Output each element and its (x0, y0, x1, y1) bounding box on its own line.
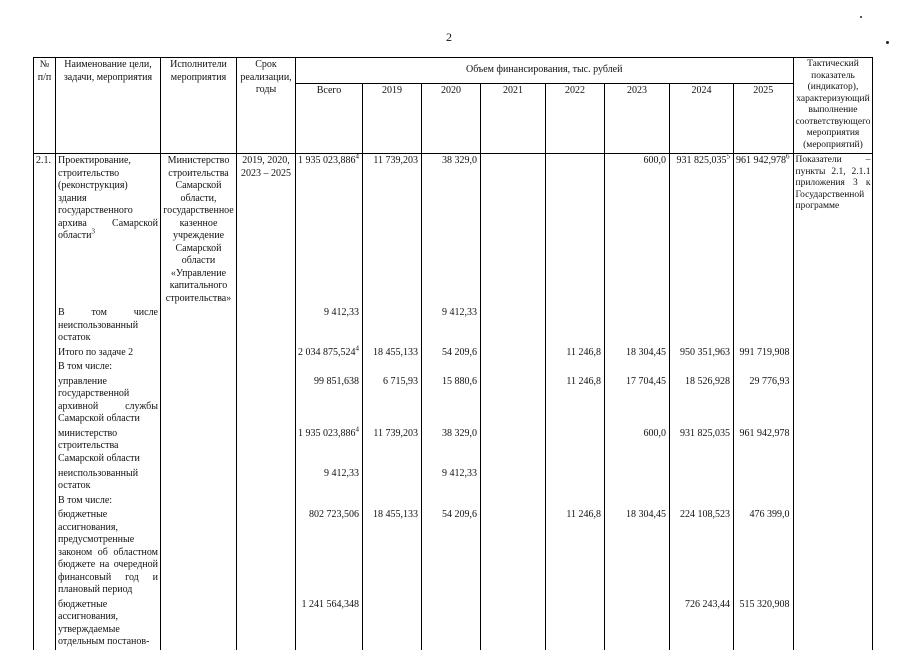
cell-2024: 224 108,523 (670, 508, 734, 598)
table-row (34, 598, 873, 650)
header-2024: 2024 (670, 84, 734, 154)
cell-name: управление государственной архивной службы Самарской области (56, 375, 161, 427)
cell-2021 (481, 154, 546, 307)
table-row (34, 154, 873, 307)
cell-2023: 600,0 (605, 427, 670, 467)
cell-2025: 961 942,978 (734, 427, 794, 467)
cell-2024: 931 825,035 (670, 427, 734, 467)
cell-2020: 9 412,33 (422, 306, 481, 346)
cell-total: 2 034 875,524$^4$ (296, 346, 363, 361)
cell-total: 1 935 023,886$^4$ (296, 154, 363, 307)
header-2021: 2021 (481, 84, 546, 154)
cell-name: В том числе неиспользованный остаток (56, 306, 161, 346)
cell-2024: 950 351,963 (670, 346, 734, 361)
cell-2022: 11 246,8 (546, 508, 605, 598)
table-row (34, 360, 873, 375)
header-name: Наименование цели, задачи, мероприятия (56, 58, 161, 154)
cell-total: 9 412,33 (296, 306, 363, 346)
cell-name: неиспользованный остаток (56, 467, 161, 494)
header-executors: Исполнители мероприятия (161, 58, 237, 154)
cell-2024: 18 526,928 (670, 375, 734, 427)
header-num: № п/п (34, 58, 56, 154)
cell-2020: 15 880,6 (422, 375, 481, 427)
cell-total: 9 412,33 (296, 467, 363, 494)
header-2019: 2019 (363, 84, 422, 154)
header-2022: 2022 (546, 84, 605, 154)
cell-2020: 54 209,6 (422, 508, 481, 598)
cell-total: 1 241 564,348 (296, 598, 363, 650)
cell-2023: 18 304,45 (605, 508, 670, 598)
cell-2024: 726 243,44 (670, 598, 734, 650)
cell-num: 2.1. (34, 154, 56, 307)
header-financing: Объем финансирования, тыс. рублей (296, 58, 794, 84)
table-row (34, 508, 873, 598)
cell-total: 802 723,506 (296, 508, 363, 598)
cell-indicator: Показатели – пункты 2.1, 2.1.1 приложения 3 к Государственной программе (793, 154, 873, 307)
cell-2025: 515 320,908 (734, 598, 794, 650)
page-number: 2 (446, 30, 452, 44)
header-total: Всего (296, 84, 363, 154)
cell-2019: 18 455,133 (363, 508, 422, 598)
cell-name: бюджетные ассигнования, утверждаемые отдельным постанов- (56, 598, 161, 650)
cell-period: 2019, 2020, 2023 – 2025 (237, 154, 296, 307)
cell-name: Итого по задаче 2 (56, 346, 161, 361)
cell-2019: 18 455,133 (363, 346, 422, 361)
cell-2022: 11 246,8 (546, 375, 605, 427)
cell-2020: 54 209,6 (422, 346, 481, 361)
table-row (34, 346, 873, 361)
cell-name: В том числе: (56, 494, 161, 509)
cell-2025: 476 399,0 (734, 508, 794, 598)
cell-2020: 38 329,0 (422, 154, 481, 307)
table-row (34, 306, 873, 346)
table-row (34, 467, 873, 494)
cell-2023: 600,0 (605, 154, 670, 307)
cell-2023: 17 704,45 (605, 375, 670, 427)
financing-table-wrap (33, 57, 873, 650)
cell-2020: 38 329,0 (422, 427, 481, 467)
cell-2019: 11 739,203 (363, 427, 422, 467)
cell-name: бюджетные ассигнования, предусмотренные законом об областном бюджете на очередной финансовый год и плановый период (56, 508, 161, 598)
cell-2025: 29 776,93 (734, 375, 794, 427)
cell-total: 99 851,638 (296, 375, 363, 427)
cell-name: министерство строительства Самарской области (56, 427, 161, 467)
financing-table (33, 57, 873, 650)
cell-2019: 11 739,203 (363, 154, 422, 307)
cell-2025: 961 942,978$^6$ (734, 154, 794, 307)
cell-executors: Министерство строительства Самарской области, государственное казенное учреждение Самарской области «Управление капитального строительства» (161, 154, 237, 307)
cell-total: 1 935 023,886$^4$ (296, 427, 363, 467)
header-2025: 2025 (734, 84, 794, 154)
header-indicator: Тактический показатель (индикатор), характеризующий выполнение соответствующего мероприятия (мероприятий) (793, 58, 873, 154)
cell-name: Проектирование, строительство (реконструкция) здания государственного архива Самарской области$^3$ (56, 154, 161, 307)
cell-2022 (546, 154, 605, 307)
scan-speck (886, 41, 889, 44)
cell-2019: 6 715,93 (363, 375, 422, 427)
table-row (34, 375, 873, 427)
table-row (34, 494, 873, 509)
cell-2025: 991 719,908 (734, 346, 794, 361)
header-period: Срок реализации, годы (237, 58, 296, 154)
cell-2020: 9 412,33 (422, 467, 481, 494)
header-2020: 2020 (422, 84, 481, 154)
cell-name: В том числе: (56, 360, 161, 375)
cell-2023: 18 304,45 (605, 346, 670, 361)
cell-2022: 11 246,8 (546, 346, 605, 361)
scan-speck (860, 16, 862, 18)
table-row (34, 427, 873, 467)
header-2023: 2023 (605, 84, 670, 154)
cell-2024: 931 825,035$^5$ (670, 154, 734, 307)
